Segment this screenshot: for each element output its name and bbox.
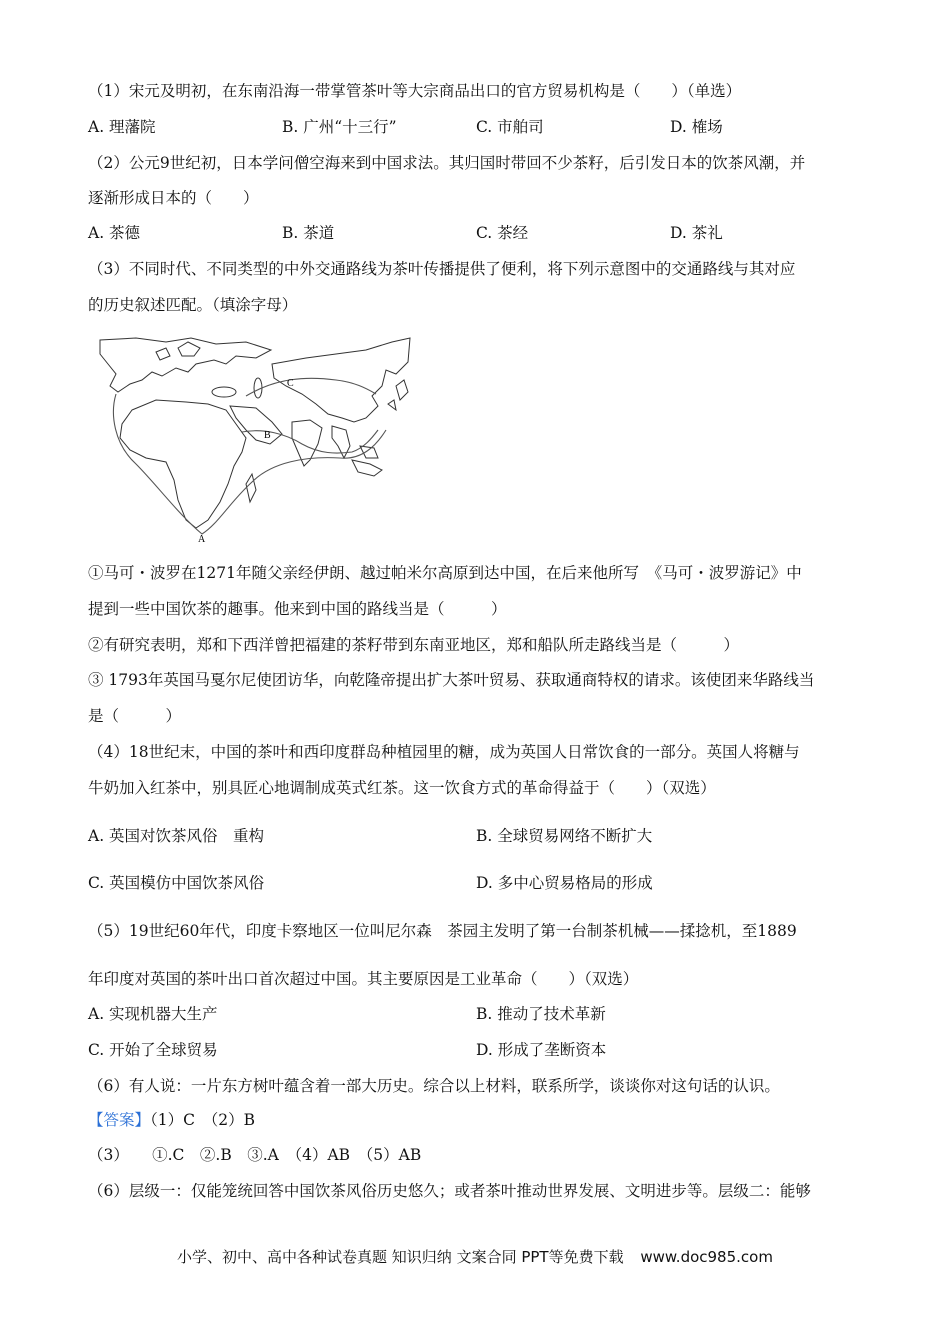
q4-stem-line1: （4）18世纪末，中国的茶叶和西印度群岛种植园里的糖，成为英国人日常饮食的一部分。英国人将糖与 [88, 743, 800, 761]
route-label-c: C [287, 378, 294, 389]
q3-stem-line2: 的历史叙述匹配。（填涂字母） [88, 296, 298, 314]
route-label-a: A [198, 534, 206, 544]
route-a [113, 394, 386, 534]
q5-stem-line1: （5）19世纪60年代，印度卡察地区一位叫尼尔森 茶园主发明了第一台制茶机械——揉捻机，至1889 [88, 922, 797, 940]
q2-option-c: C. 茶经 [476, 224, 529, 242]
q5-stem-line2: 年印度对英国的茶叶出口首次超过中国。其主要原因是工业革命（ ）（双选） [88, 970, 639, 988]
q3-item1-line2: 提到一些中国饮茶的趣事。他来到中国的路线当是（ ） [88, 600, 507, 618]
q1-option-a: A. 理藩院 [88, 118, 156, 136]
europe-outline [100, 338, 271, 392]
route-label-b: B [264, 430, 271, 441]
q5-option-d: D. 形成了垄断资本 [476, 1041, 607, 1059]
q2-option-b: B. 茶道 [282, 224, 335, 242]
q4-stem-line2: 牛奶加入红茶中，别具匠心地调制成英式红茶。这一饮食方式的革命得益于（ ）（双选） [88, 779, 716, 797]
answer-tag: 【答案】 [88, 1111, 151, 1129]
trade-route-map [96, 334, 412, 544]
q2-option-d: D. 茶礼 [670, 224, 723, 242]
q1-option-b: B. 广州“十三行” [282, 118, 397, 136]
footer-url[interactable]: www.doc985.com [640, 1248, 773, 1266]
q2-stem-line1: （2）公元9世纪初，日本学问僧空海来到中国求法。其归国时带回不少茶籽，后引发日本的饮茶风潮，并 [88, 154, 806, 172]
answer-line1 [88, 1109, 255, 1131]
q5-option-c: C. 开始了全球贸易 [88, 1041, 218, 1059]
q4-option-c: C. 英国模仿中国饮茶风俗 [88, 874, 265, 892]
answer-q1-q2: （1）C （2）B [150, 1111, 255, 1129]
q4-option-b: B. 全球贸易网络不断扩大 [476, 827, 653, 845]
answer-line2: （3） ①.C ②.B ③.A （4）AB （5）AB [88, 1146, 422, 1164]
q5-option-a: A. 实现机器大生产 [88, 1005, 218, 1023]
q4-option-d: D. 多中心贸易格局的形成 [476, 874, 653, 892]
q6-stem: （6）有人说：一片东方树叶蕴含着一部大历史。综合以上材料，联系所学，谈谈你对这句话的认识。 [88, 1077, 780, 1095]
q1-option-c: C. 市舶司 [476, 118, 544, 136]
q2-option-a: A. 茶德 [88, 224, 141, 242]
q2-stem-line2: 逐渐形成日本的（ ） [88, 189, 259, 207]
q3-item3-line2: 是（ ） [88, 707, 182, 725]
q4-option-a: A. 英国对饮茶风俗 重构 [88, 827, 265, 845]
q1-option-d: D. 榷场 [670, 118, 723, 136]
q3-item1-line1: ①马可・波罗在1271年随父亲经伊朗、越过帕米尔高原到达中国，在后来他所写 《马可・波罗游记》中 [88, 564, 802, 582]
q3-stem-line1: （3）不同时代、不同类型的中外交通路线为茶叶传播提供了便利，将下列示意图中的交通路线与其对应 [88, 260, 796, 278]
page-footer [0, 1246, 950, 1267]
answer-line3: （6）层级一：仅能笼统回答中国饮茶风俗历史悠久；或者茶叶推动世界发展、文明进步等。层级二：能够 [88, 1182, 811, 1200]
q5-option-b: B. 推动了技术革新 [476, 1005, 606, 1023]
q1-stem: （1）宋元及明初，在东南沿海一带掌管茶叶等大宗商品出口的官方贸易机构是（ ）（单选） [88, 82, 742, 100]
route-c [246, 378, 376, 396]
footer-text: 小学、初中、高中各种试卷真题 知识归纳 文案合同 PPT等免费下载 [177, 1248, 624, 1266]
q3-item3-line1: ③ 1793年英国马戛尔尼使团访华，向乾隆帝提出扩大茶叶贸易、获取通商特权的请求。该使团来华路线当 [88, 671, 815, 689]
q3-item2: ②有研究表明，郑和下西洋曾把福建的茶籽带到东南亚地区，郑和船队所走路线当是（ ） [88, 636, 740, 654]
